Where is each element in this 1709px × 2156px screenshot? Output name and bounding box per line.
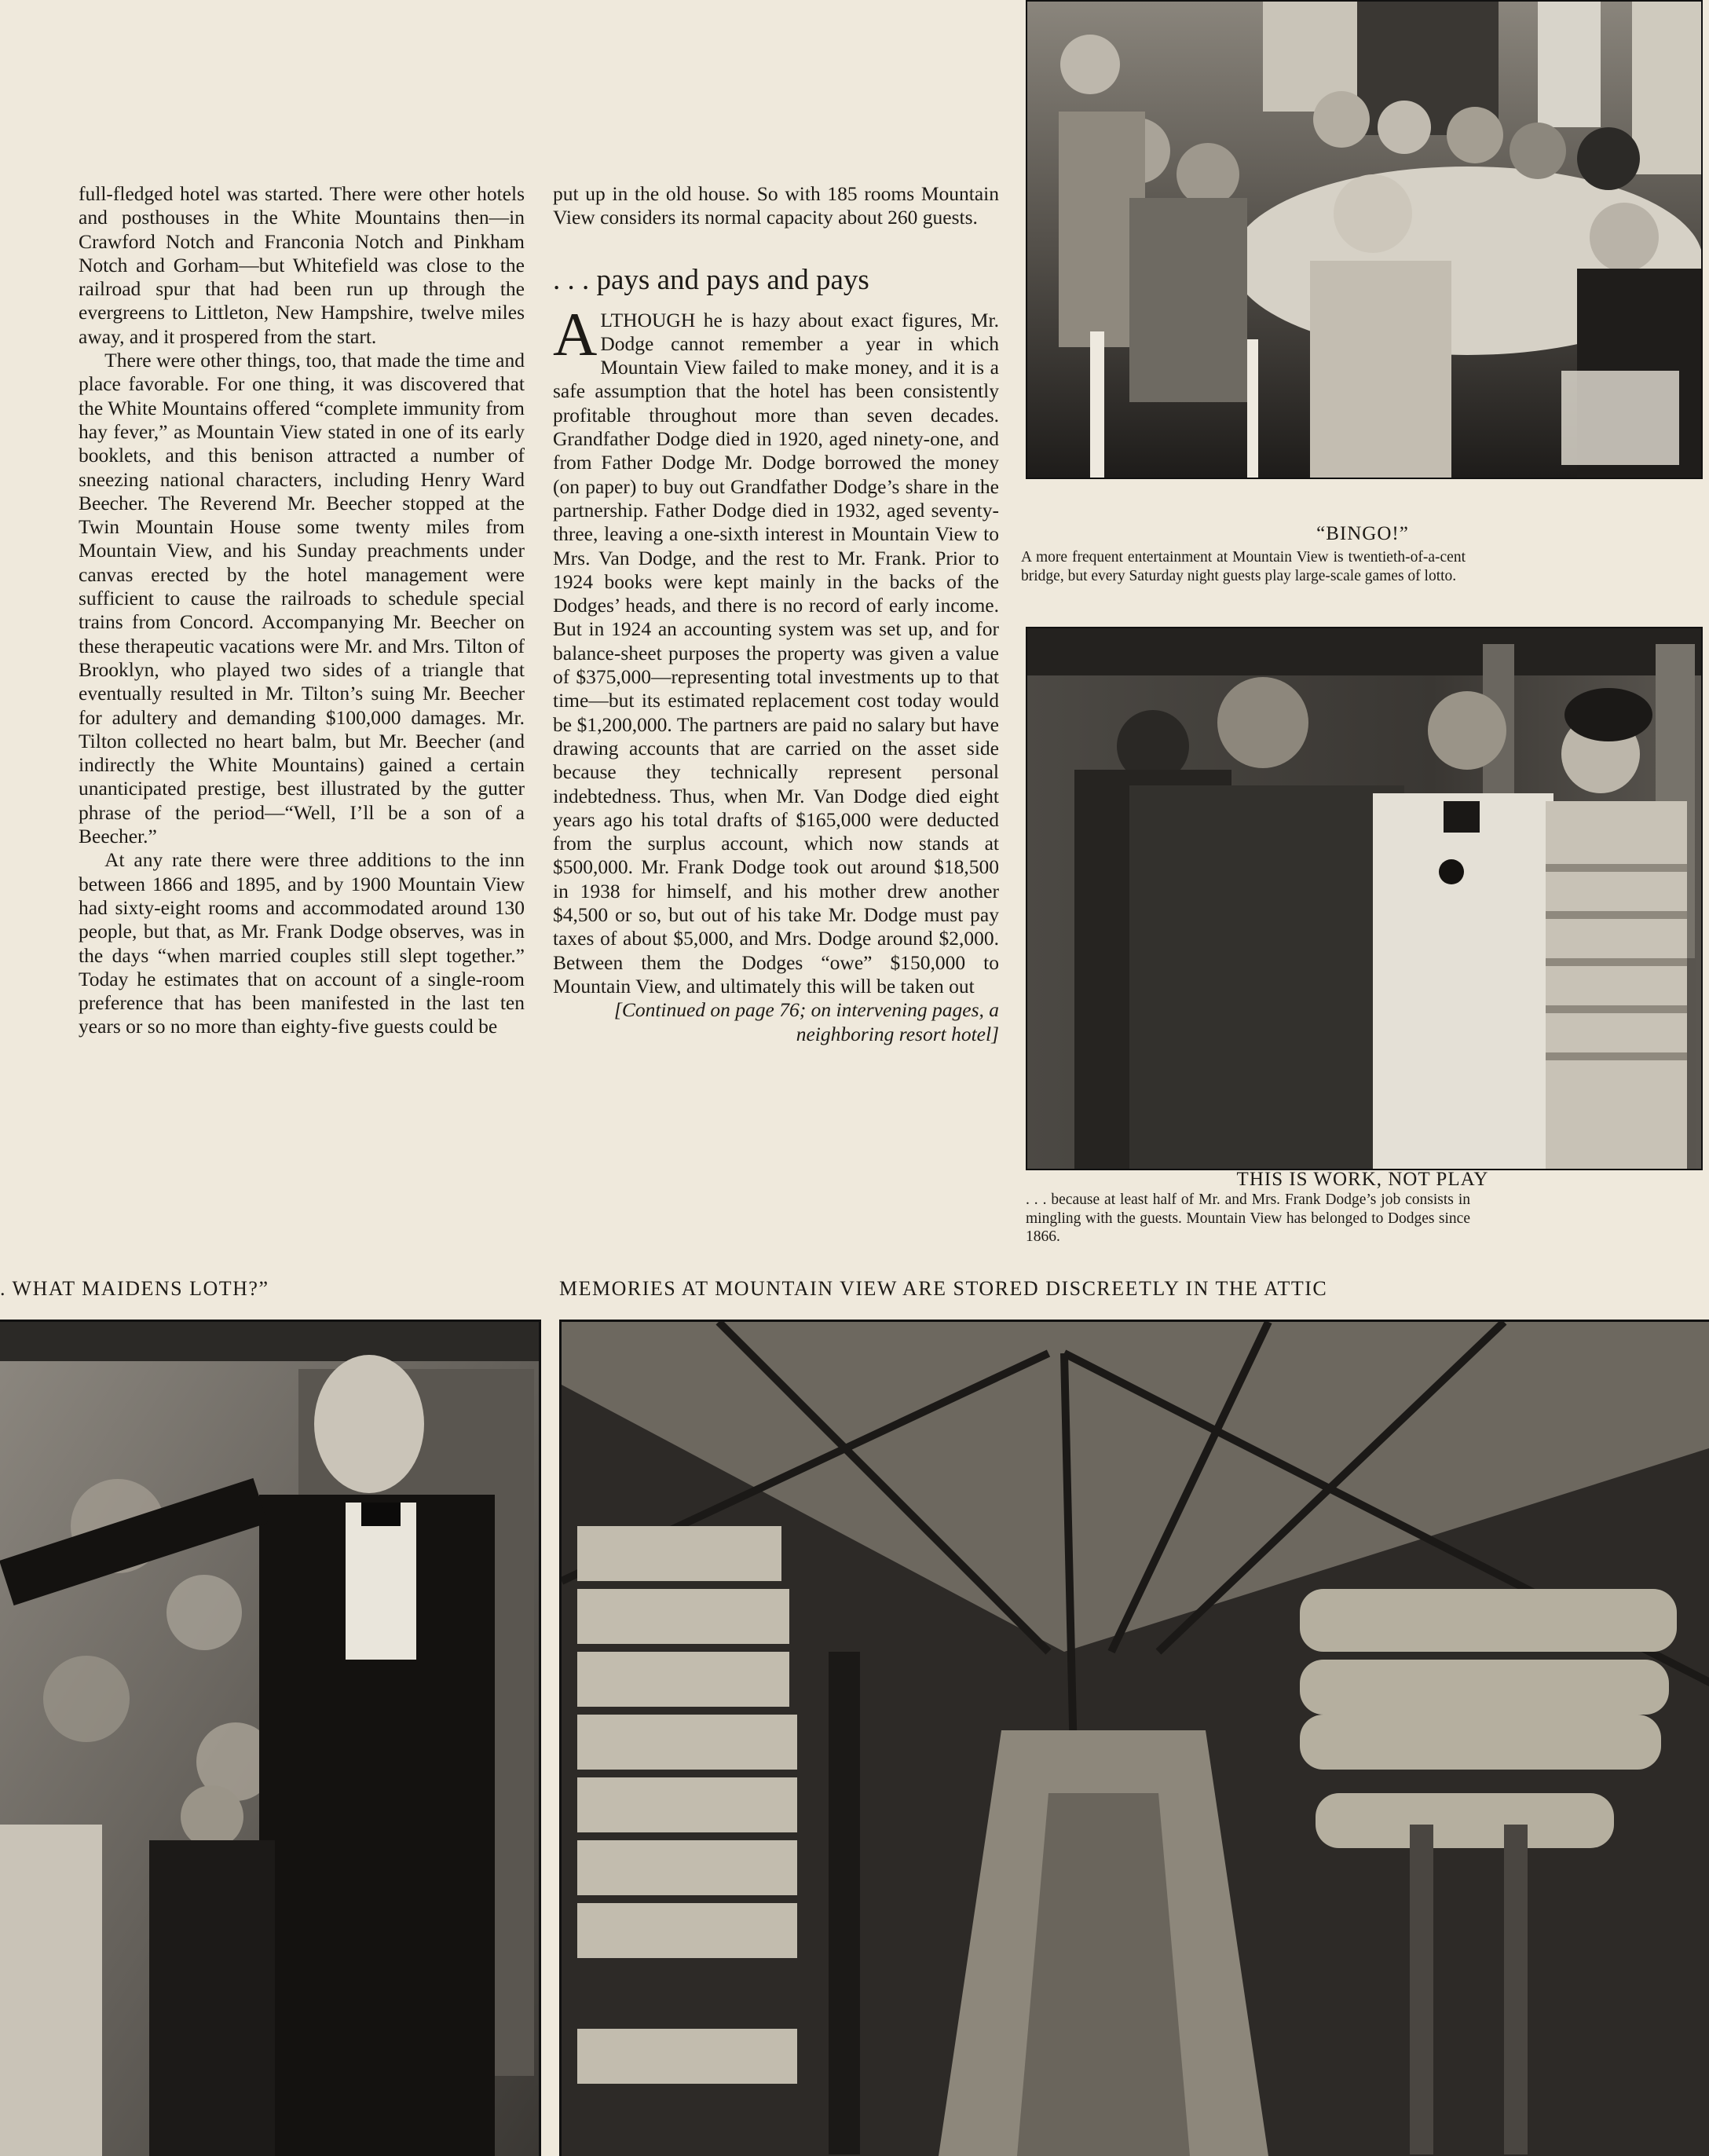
text-column-left [79,182,525,1039]
bingo-caption-title: “BINGO!” [1316,523,1409,544]
work-not-play-photo [1026,627,1703,1170]
work-caption-body: . . . because at least half of Mr. and Mrs. Frank Dodge’s job consists in mingling with the guests. Mountain View has belonged to Dodges since 1866. [1026,1191,1470,1245]
work-caption-title: THIS IS WORK, NOT PLAY [1236,1169,1489,1190]
dodge-portrait-photo [0,1320,541,2156]
paragraph: full-fledged hotel was started. There were other hotels and posthouses in the White Mountains then—in Crawford Notch and Franconia Notch and Pinkham Notch and Gorham—but Whitefield was close to the railroad spur that had been run up through the evergreens to Littleton, New Hampshire, twelve miles away, and it prospered from the start. [79,182,525,348]
bingo-photo-image [1027,2,1701,478]
attic-photo-banner: MEMORIES AT MOUNTAIN VIEW ARE STORED DISCREETLY IN THE ATTIC [559,1277,1328,1300]
bingo-caption-body: A more frequent entertainment at Mountain View is twentieth-of-a-cent bridge, but every Saturday night guests play large-scale games of lotto. [1021,549,1466,584]
bingo-photo [1026,0,1703,479]
paragraph [553,299,999,999]
drop-cap: A [553,299,598,368]
paragraph: put up in the old house. So with 185 rooms Mountain View considers its normal capacity about 260 guests. [553,182,999,229]
attic-photo-image [562,1322,1709,2156]
text-column-center [553,182,999,1046]
paragraph: There were other things, too, that made the time and place favorable. For one thing, it was discovered that the White Mountains offered “complete immunity from hay fever,” as Mountain View stated in one of its early booklets, and this benison attracted a number of sneezing national characters, including Henry Ward Beecher. The Reverend Mr. Beecher stopped at the Twin Mountain House some twenty miles from Mountain View, and his Sunday preachments under canvas erected by the hotel management were sufficient to cause the railroads to schedule special trains from Concord. Accompanying Mr. Beecher on these therapeutic vacations were Mr. and Mrs. Tilton of Brooklyn, who played two sides of a triangle that eventually resulted in Mr. Tilton’s suing Mr. Beecher for adultery and demanding $100,000 damages. Mr. Tilton collected no heart balm, but Mr. Beecher (and indirectly the White Mountains) gained a certain unanticipated prestige, best illustrated by the gutter phrase of the period—“Well, I’ll be a son of a Beecher.” [79,349,525,848]
section-subhead: . . . pays and pays and pays [553,263,869,296]
left-photo-banner: . WHAT MAIDENS LOTH?” [0,1277,269,1300]
dodge-portrait-image [0,1322,539,2156]
paragraph: At any rate there were three additions to the inn between 1866 and 1895, and by 1900 Mountain View had sixty-eight rooms and accommodated around 130 people, but that, as Mr. Frank Dodge observes, was in the days “when married couples still slept together.” Today he estimates that on account of a single-room preference that has been manifested in the last ten years or so no more than eighty-five guests could be [79,848,525,1038]
continuation-note: [Continued on page 76; on intervening pages, a neighboring resort hotel] [613,998,999,1045]
paragraph-body: LTHOUGH he is hazy about exact figures, Mr. Dodge cannot remember a year in which Mountain View failed to make money, and it is a safe assumption that the hotel has been consistently profitable throughout more than seven decades. Grandfather Dodge died in 1920, aged ninety-one, and from Father Dodge Mr. Dodge borrowed the money (on paper) to buy out Grandfather Dodge’s share in the partnership. Father Dodge died in 1932, aged seventy-three, leaving a one-sixth interest in Mountain View to Mrs. Van Dodge, and the rest to Mr. Frank. Prior to 1924 books were kept mainly in the backs of the Dodges’ heads, and there is no record of early income. But in 1924 an accounting system was set up, and for balance-sheet purposes the property was given a value of $375,000—representing total investments up to that time—but its estimated replacement cost today would be $1,200,000. The partners are paid no salary but have drawing accounts that are carried on the asset side because they technically represent personal indebtedness. Thus, when Mr. Van Dodge died eight years ago his total drafts of $165,000 were deducted from the surplus account, which now stands at $500,000. Mr. Frank Dodge took out around $18,500 in 1938 for himself, and his mother drew another $4,500 or so, but out of his take Mr. Dodge must pay taxes of about $5,000, and Mrs. Dodge around $2,000. Between them the Dodges “owe” $150,000 to Mountain View, and ultimately this will be taken out [553,308,999,997]
attic-photo [559,1320,1709,2156]
work-not-play-photo-image [1027,628,1701,1169]
